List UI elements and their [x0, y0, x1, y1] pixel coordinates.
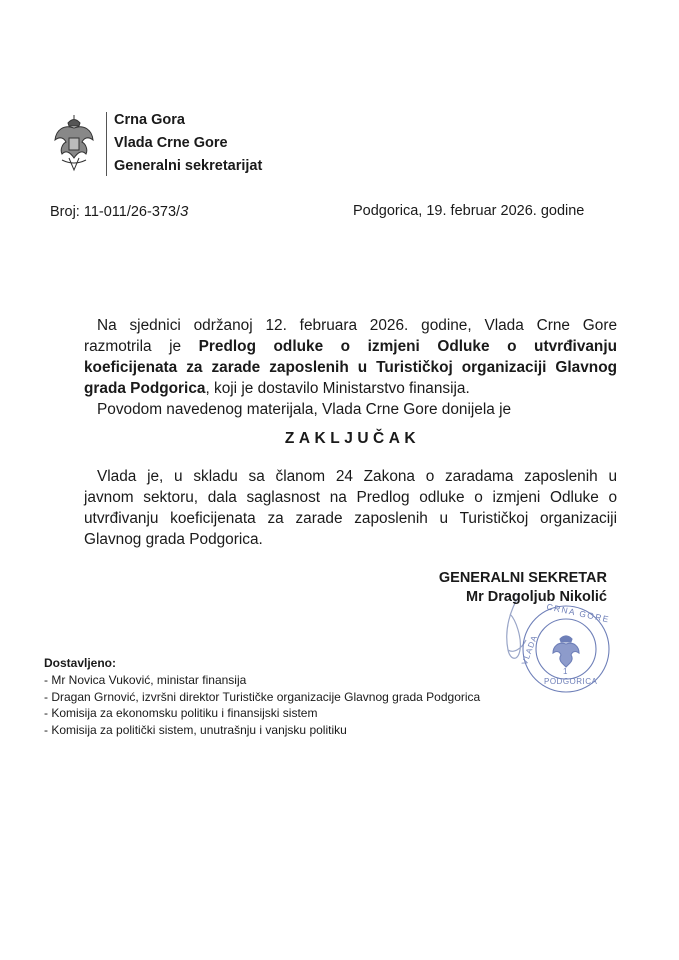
conclusion-line-2: javnom sektoru, dala saglasnost na Predlog odluke o izmjeni Odluke o: [84, 489, 617, 506]
list-item: - Komisija za politički sistem, unutrašnju i vanjsku politiku: [44, 722, 480, 739]
distribution-title: Dostavljeno:: [44, 656, 117, 670]
seal-text-left: VLADA: [520, 633, 540, 667]
conclusion-line-3: utvrđivanju koeficijenata za zarade zaposlenih u Turističkoj organizaciji: [84, 510, 617, 527]
document-number-text: Broj: 11-011/26-373/: [50, 204, 181, 220]
list-item: - Komisija za ekonomsku politiku i finansijski sistem: [44, 705, 480, 722]
conclusion-title: ZAKLJUČAK: [284, 430, 421, 447]
coat-of-arms-icon: [52, 114, 96, 176]
seal-text-bottom: PODGORICA: [544, 677, 598, 686]
intro-line-4: grada Podgorica, koji je dostavilo Ministarstvo finansija.: [84, 380, 470, 397]
header-secretariat: Generalni sekretarijat: [114, 158, 263, 174]
document-number-suffix: 3: [180, 203, 189, 220]
place-date: Podgorica, 19. februar 2026. godine: [353, 203, 585, 219]
distribution-list: [44, 672, 480, 738]
intro-line-3: koeficijenata za zarade zaposlenih u Turističkoj organizaciji Glavnog: [84, 359, 617, 376]
seal-text-top: CRNA GORE: [545, 601, 611, 625]
conclusion-line-4: Glavnog grada Podgorica.: [84, 531, 263, 548]
conclusion-line-1: Vlada je, u skladu sa članom 24 Zakona o zaradama zaposlenih u: [97, 468, 617, 485]
document-number: [50, 203, 188, 220]
signatory-name: Mr Dragoljub Nikolić: [466, 589, 607, 605]
official-seal: [520, 603, 612, 695]
intro-line-2: razmotrila je Predlog odluke o izmjeni Odluke o utvrđivanju: [84, 338, 618, 355]
header-government: Vlada Crne Gore: [114, 135, 228, 151]
seal-number: 1: [563, 667, 568, 676]
header-country: Crna Gora: [114, 112, 185, 128]
header-divider: [106, 112, 107, 176]
list-item: - Mr Novica Vuković, ministar finansija: [44, 672, 480, 689]
paragraph-decision: Povodom navedenog materijala, Vlada Crne Gore donijela je: [97, 401, 512, 418]
intro-line-1: Na sjednici održanoj 12. februara 2026. godine, Vlada Crne Gore: [97, 317, 617, 334]
list-item: - Dragan Grnović, izvršni direktor Turističke organizacije Glavnog grada Podgorica: [44, 689, 480, 706]
signatory-title: GENERALNI SEKRETAR: [438, 570, 607, 586]
